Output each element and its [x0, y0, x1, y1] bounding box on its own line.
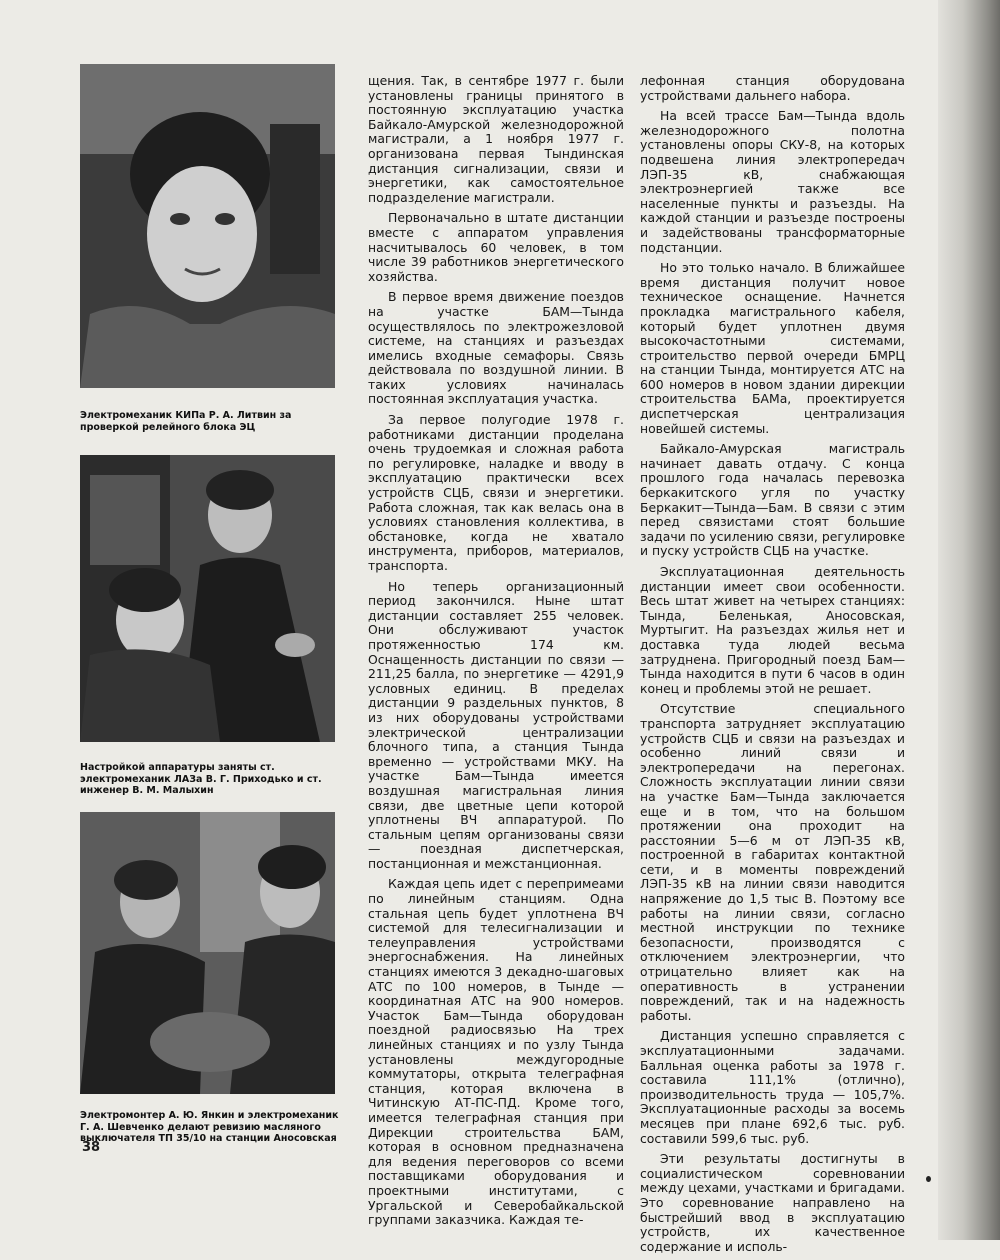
photo-caption-1: Электромеханик КИПа Р. А. Литвин за проверкой релейного блока ЭЦ [80, 410, 292, 433]
paragraph: Отсутствие специального транспорта затрудняет эксплуатацию устройств СЦБ и связи на разъездах и особенно линий связи и электропередачи на перегонах. Сложность эксплуатации линии связи на участке Бам—Тында заключается еще и в том, что на большом протяжении она проходит на расстоянии 5—6 м от ЛЭП-35 кВ, построенной в габаритах контактной сети, и в моменты повреждений ЛЭП-35 кВ на линии связи наводится напряжение до 1,5 тыс В. Поэтому все работы на линии связи, согласно местной инструкции по технике безопасности, производятся с отключением электроэнергии, что отрицательно влияет как на оперативность в устранении повреждений, так и на надежность работы. [640, 701, 905, 1023]
paragraph: В первое время движение поездов на участке БАМ—Тында осуществлялось по электрожезловой системе, на станциях и разъездах имелись входные семафоры. Связь действовала по воздушной линии. В таких условиях начиналась постоянная эксплуатация участка. [368, 289, 624, 407]
photo-technician-relay [80, 64, 335, 388]
photo-switch-revision [80, 812, 335, 1094]
paragraph: Эксплуатационная деятельность дистанции имеет свои особенности. Весь штат живет на четырех станциях: Тында, Беленькая, Аносовская, Муртыгит. На разъездах жилья нет и доставка туда людей весьма затруднена. Пригородный поезд Бам—Тында находится в пути 6 часов в один конец и проблемы этой не решает. [640, 564, 905, 696]
paragraph: щения. Так, в сентябре 1977 г. были установлены границы принятого в постоянную эксплуатацию участка Байкало-Амурской железнодорожной магистрали, а 1 ноября 1977 г. организована первая Тындинская дистанция сигнализации, связи и энергетики, как самостоятельное подразделение магистрали. [368, 73, 624, 205]
paragraph: Но теперь организационный период закончился. Ныне штат дистанции составляет 255 человек. Они обслуживают участок протяженностью 174 км. Оснащенность дистанции по связи — 211,25 балла, по энергетике — 4291,9 условных единиц. В пределах дистанции 9 раздельных пунктов, 8 из них оборудованы устройствами электрической централизации блочного типа, а станция Тында временно — устройствами МКУ. На участке Бам—Тында имеется воздушная магистральная линия связи, две цветные цепи которой уплотнены ВЧ аппаратурой. По стальным цепям организованы связи — поездная диспетчерская, постанционная и межстанционная. [368, 578, 624, 871]
paragraph: Дистанция успешно справляется с эксплуатационными задачами. Балльная оценка работы за 1978 г. составила 111,1% (отлично), производительность труда — 105,7%. Эксплуатационные расходы за восемь месяцев при плане 692,6 тыс. руб. составили 599,6 тыс. руб. [640, 1028, 905, 1146]
paragraph: лефонная станция оборудована устройствами дальнего набора. [640, 73, 905, 103]
photo-caption-3: Электромонтер А. Ю. Янкин и электромеханик Г. А. Шевченко делают ревизию масляного выключателя ТП 35/10 на станции Аносовская [80, 1110, 339, 1144]
photo-two-men-switch [80, 812, 335, 1094]
paragraph: Байкало-Амурская магистраль начинает давать отдачу. С конца прошлого года началась перевозка беркакитского угля по участку Беркакит—Тында—Бам. В связи с этим перед связистами стоят большие задачи по усилению связи, регулировке и пуску устройств СЦБ на участке. [640, 441, 905, 559]
photo-equipment-tuning [80, 455, 335, 742]
article-column-2 [640, 74, 905, 1260]
photo-two-men-equipment [80, 455, 335, 742]
paragraph: Каждая цепь идет с перепримеами по линейным станциям. Одна стальная цепь будет уплотнена ВЧ системой для телесигнализации и телеуправления устройствами энергоснабжения. На линейных станциях имеются 3 декадно-шаговых АТС по 100 номеров, в Тынде — координатная АТС на 900 номеров. Участок Бам—Тында оборудован поездной радиосвязью На трех линейных станциях и по узлу Тында установлены междугородные коммутаторы, открыта телеграфная станция, которая включена в Читинскую АТ-ПС-ПД. Кроме того, имеется телеграфная станция при Дирекции строительства БАМ, которая в основном предназначена для ведения переговоров со всеми поставщиками оборудования и проектными институтами, с Ургальской и Северобайкальской группами заказчика. Каждая те- [368, 876, 624, 1228]
article-column-1 [368, 74, 624, 1234]
page-number: 38 [82, 1140, 101, 1155]
print-mark [926, 1176, 931, 1182]
paragraph: На всей трассе Бам—Тында вдоль железнодорожного полотна установлены опоры СКУ-8, на которых подвешена линия электропередач ЛЭП-35 кВ, снабжающая электроэнергией также все населенные пункты и разъезды. На каждой станции и разъезде построены и задействованы трансформаторные подстанции. [640, 108, 905, 255]
paragraph: Но это только начало. В ближайшее время дистанция получит новое техническое оснащение. Начнется прокладка магистрального кабеля, который будет уплотнен двумя высокочастотными системами, строительство первой очереди БМРЦ на станции Тында, монтируется АТС на 600 номеров в новом здании дирекции строительства БАМа, проектируется диспетчерская централизация новейшей системы. [640, 260, 905, 436]
paragraph: Первоначально в штате дистанции вместе с аппаратом управления насчитывалось 60 человек, в том числе 39 работников энергетического хозяйства. [368, 210, 624, 284]
photo-portrait-woman [80, 64, 335, 388]
photo-caption-2: Настройкой аппаратуры заняты ст. электромеханик ЛАЗа В. Г. Приходько и ст. инженер В. М. Малыхин [80, 762, 322, 796]
paragraph: За первое полугодие 1978 г. работниками дистанции проделана очень трудоемкая и сложная работа по регулировке, наладке и вводу в эксплуатацию практически всех устройств СЦБ, связи и энергетики. Работа сложная, так как велась она в условиях становления коллектива, в обстановке, когда не хватало инструмента, приборов, материалов, транспорта. [368, 412, 624, 573]
page-binding-edge [938, 0, 1000, 1240]
paragraph: Эти результаты достигнуты в социалистическом соревновании между цехами, участками и бригадами. Это соревнование направлено на быстрейший ввод в эксплуатацию устройств, их качественное содержание и исполь- [640, 1151, 905, 1254]
